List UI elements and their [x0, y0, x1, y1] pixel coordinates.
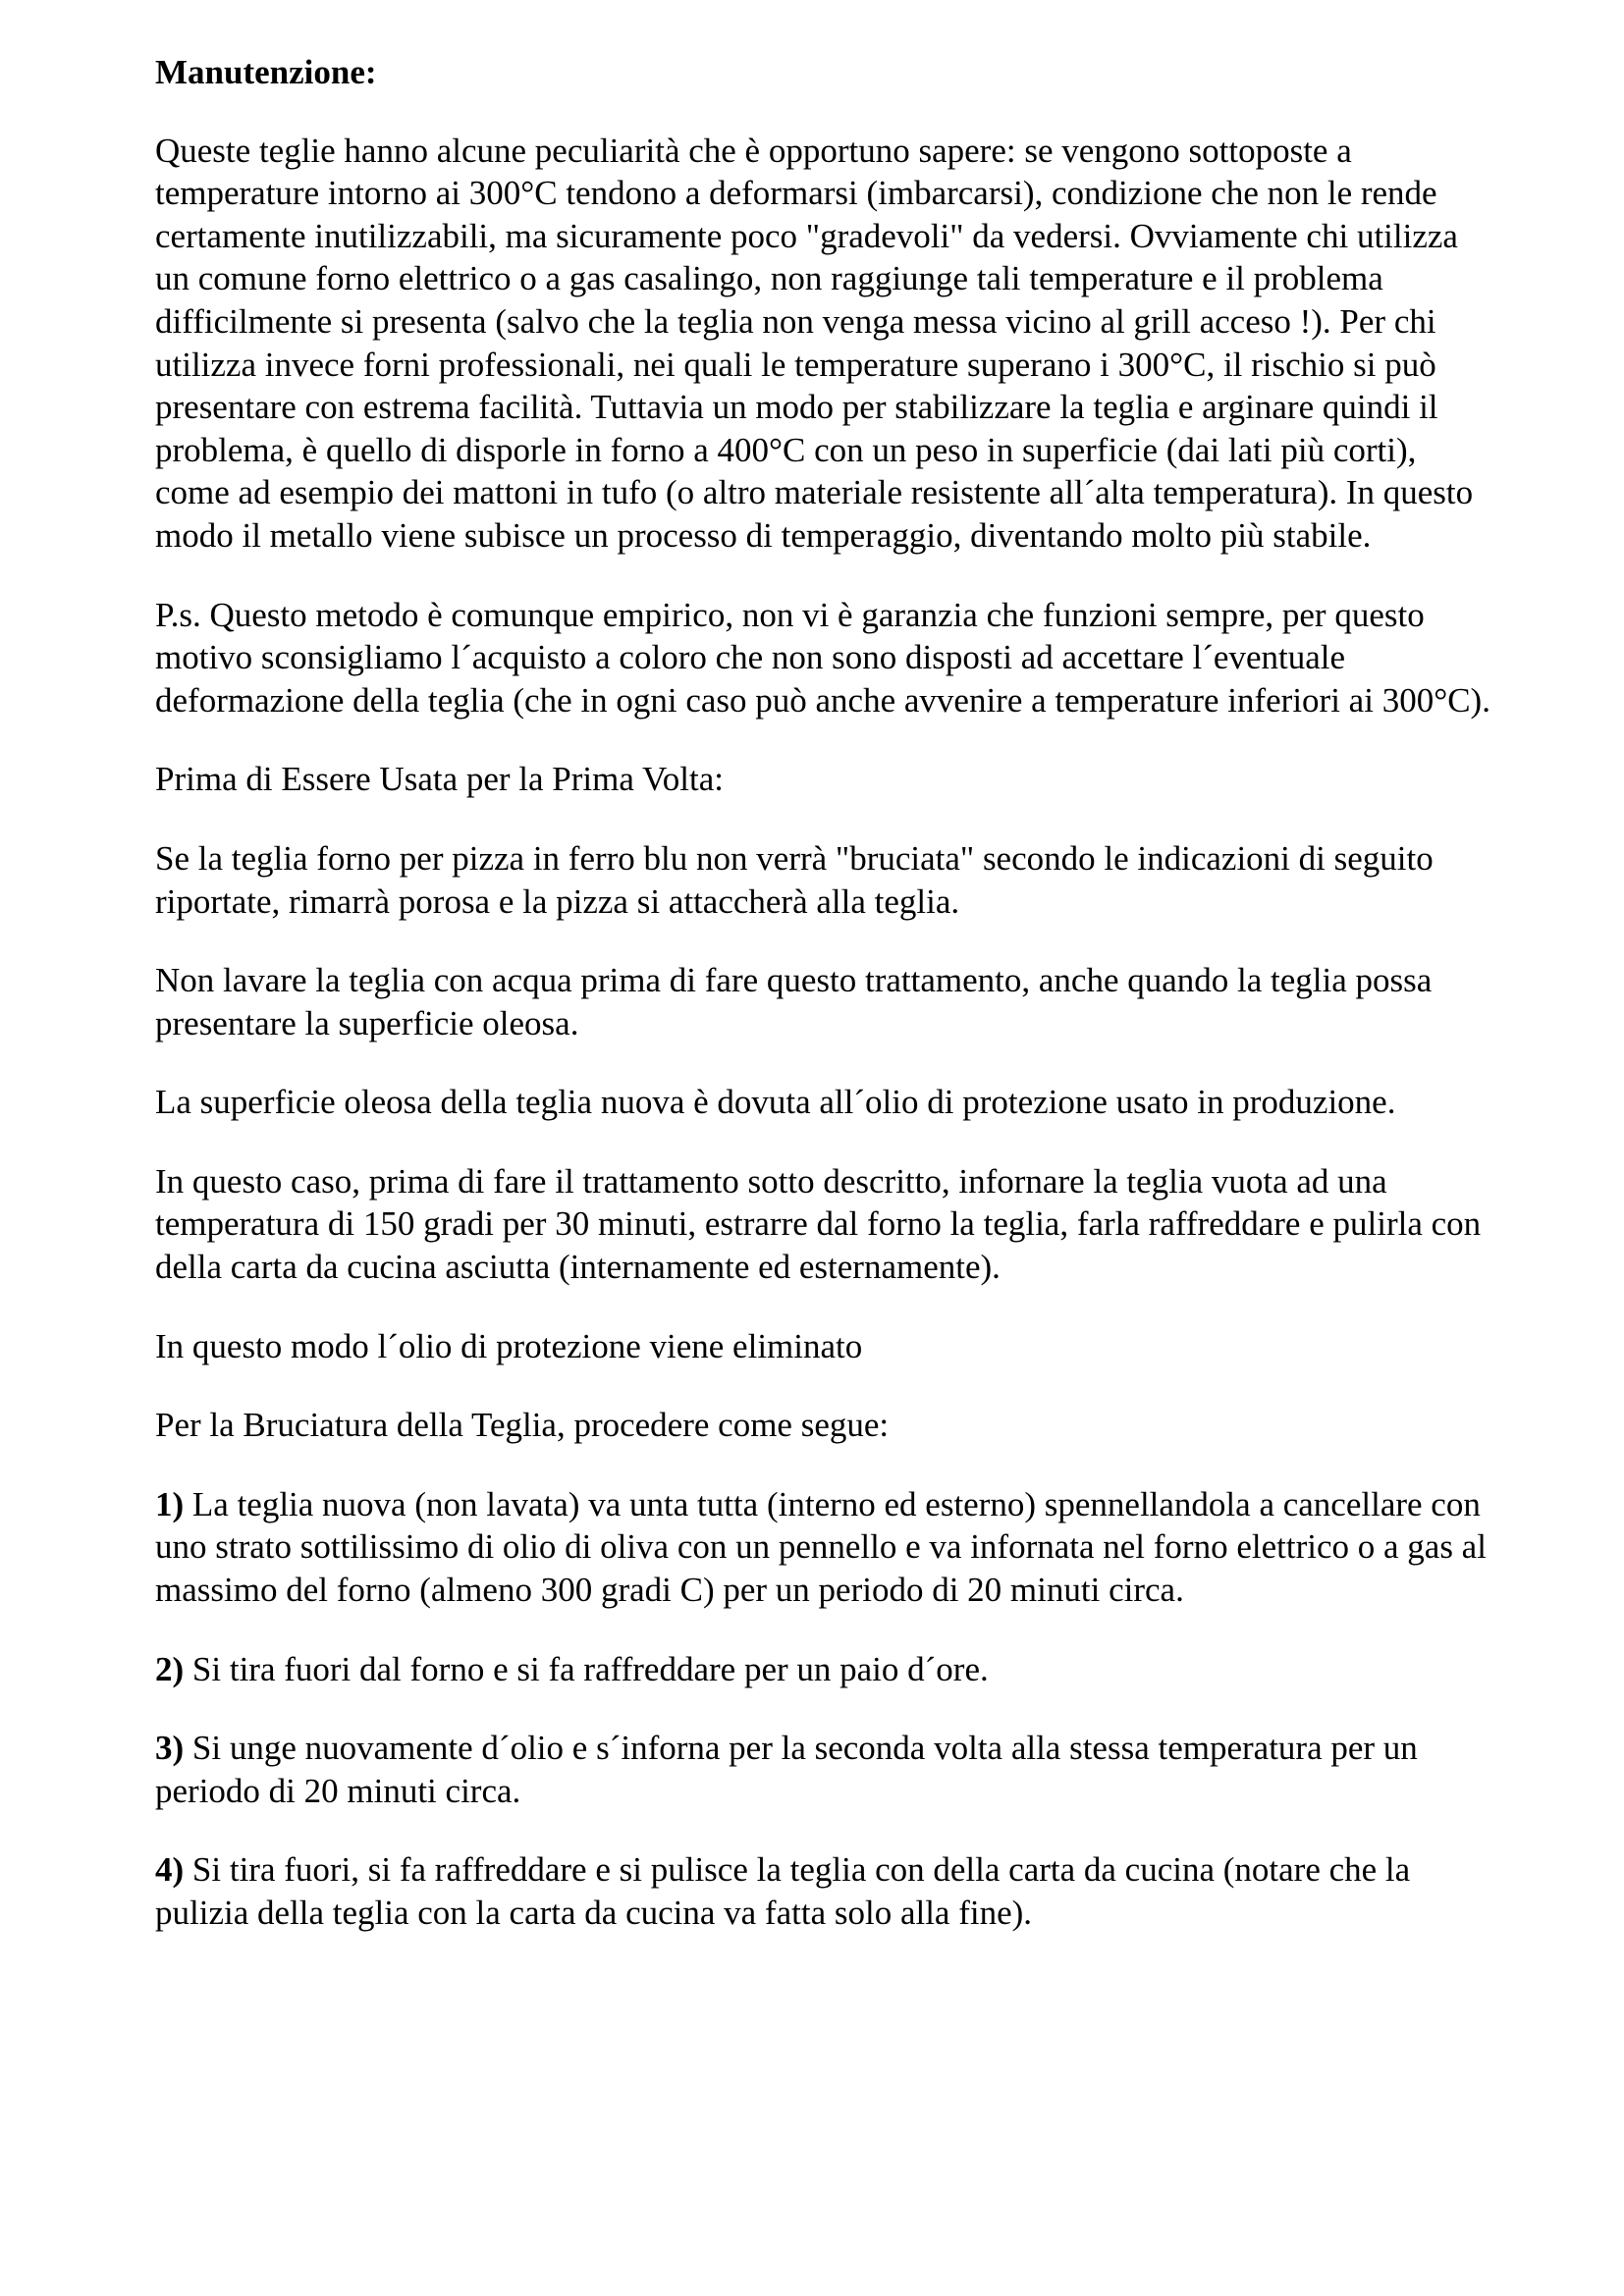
step-text: Si tira fuori dal forno e si fa raffreddare per un paio d´ore.	[184, 1649, 989, 1688]
paragraph-superficie-oleosa: La superficie oleosa della teglia nuova è dovuta all´olio di protezione usato in produzione.	[155, 1083, 1396, 1122]
paragraph-infornare-vuota: In questo caso, prima di fare il trattamento sotto descritto, infornare la teglia vuota ad una temperatura di 150 gradi per 30 minuti, estrarre dal forno la teglia, farla raffreddare e pulirla con della carta da cucina asciutta (internamente ed esternamente).	[155, 1161, 1482, 1287]
step-number: 1)	[155, 1484, 185, 1523]
step-text: Si tira fuori, si fa raffreddare e si pulisce la teglia con della carta da cucina (notare che la pulizia della teglia con la carta da cucina va fatta solo alla fine).	[155, 1850, 1411, 1932]
paragraph-peculiarita: Queste teglie hanno alcune peculiarità che è opportuno sapere: se vengono sottoposte a temperature intorno ai 300°C tendono a deformarsi (imbarcarsi), condizione che non le rende certamente inutilizzabili, ma sicuramente poco "gradevoli" da vedersi. Ovviamente chi utilizza un comune forno elettrico o a gas casalingo, non raggiunge tali temperature e il problema difficilmente si presenta (salvo che la teglia non venga messa vicino al grill acceso !). Per chi utilizza invece forni professionali, nei quali le temperature superano i 300°C, il rischio si può presentare con estrema facilità. Tuttavia un modo per stabilizzare la teglia e arginare quindi il problema, è quello di disporle in forno a 400°C con un peso in superficie (dai lati più corti), come ad esempio dei mattoni in tufo (o altro materiale resistente all´alta temperatura). In questo modo il metallo viene subisce un processo di temperaggio, diventando molto più stabile.	[155, 131, 1474, 555]
paragraph-prima-volta-heading: Prima di Essere Usata per la Prima Volta:	[155, 760, 725, 799]
paragraph-ps-note: P.s. Questo metodo è comunque empirico, non vi è garanzia che funzioni sempre, per questo motivo sconsigliamo l´acquisto a coloro che non sono disposti ad accettare l´eventuale deformazione della teglia (che in ogni caso può anche avvenire a temperature inferiori ai 300°C).	[155, 595, 1490, 720]
paragraph-olio-eliminato: In questo modo l´olio di protezione viene eliminato	[155, 1326, 863, 1365]
paragraph-bruciata-warning: Se la teglia forno per pizza in ferro blu non verrà "bruciata" secondo le indicazioni di seguito riportate, rimarrà porosa e la pizza si attaccherà alla teglia.	[155, 838, 1434, 921]
paragraph-bruciatura-heading: Per la Bruciatura della Teglia, procedere come segue:	[155, 1406, 890, 1445]
step-number: 3)	[155, 1729, 185, 1768]
step-item	[155, 1648, 1490, 1691]
step-item	[155, 1483, 1490, 1612]
document-page	[155, 51, 1490, 1971]
step-number: 4)	[155, 1850, 185, 1890]
step-number: 2)	[155, 1649, 185, 1688]
section-title: Manutenzione:	[155, 53, 377, 91]
step-text: La teglia nuova (non lavata) va unta tutta (interno ed esterno) spennellandola a cancellare con uno strato sottilissimo di olio di oliva con un pennello e va infornata nel forno elettrico o a gas al massimo del forno (almeno 300 gradi C) per un periodo di 20 minuti circa.	[155, 1484, 1487, 1610]
paragraph-non-lavare: Non lavare la teglia con acqua prima di fare questo trattamento, anche quando la teglia possa presentare la superficie oleosa.	[155, 961, 1433, 1042]
step-item	[155, 1727, 1490, 1812]
step-item	[155, 1848, 1490, 1934]
step-text: Si unge nuovamente d´olio e s´inforna per la seconda volta alla stessa temperatura per un periodo di 20 minuti circa.	[155, 1729, 1418, 1810]
